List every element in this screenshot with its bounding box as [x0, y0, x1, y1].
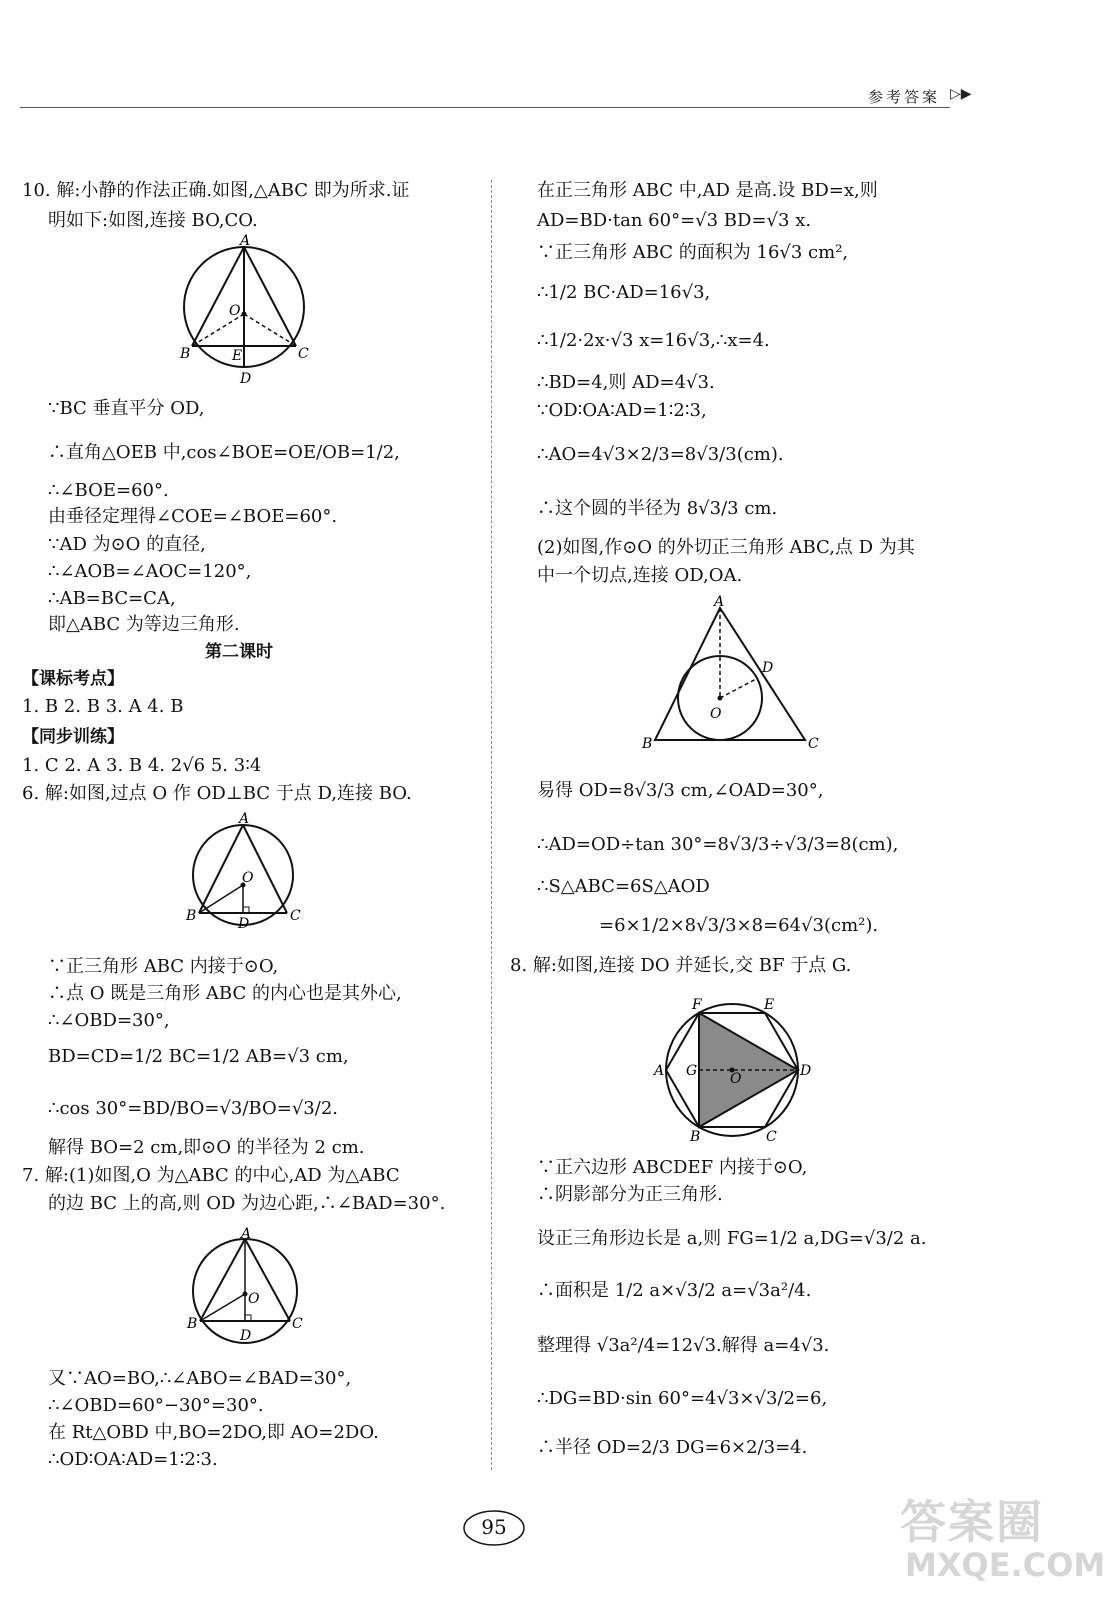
right-line-1: AD=BD·tan 60°=√3 BD=√3 x.	[537, 210, 812, 231]
right-line-7: ∴AO=4√3×2/3=8√3/3(cm).	[537, 444, 784, 465]
fig4-label-D: D	[762, 660, 774, 676]
fig4-label-B: B	[642, 736, 653, 752]
fig2-label-A: A	[239, 811, 250, 827]
left-line-15: ∴∠OBD=30°,	[48, 1010, 170, 1031]
left-line-19: 7. 解:(1)如图,O 为△ABC 的中心,AD 为△ABC	[22, 1165, 400, 1186]
fig1-label-D: D	[240, 371, 252, 387]
left-line-12: 6. 解:如图,过点 O 作 OD⊥BC 于点 D,连接 BO.	[22, 783, 412, 804]
left-line-9: 即△ABC 为等边三角形.	[48, 614, 240, 635]
right-line-21: ∴DG=BD·sin 60°=4√3×√3/2=6,	[537, 1388, 828, 1409]
left-heading-0: 第二课时	[205, 642, 273, 662]
fig3-label-A: A	[241, 1226, 252, 1242]
right-line-18: 设正三角形边长是 a,则 FG=1/2 a,DG=√3/2 a.	[537, 1228, 927, 1249]
left-line-6: ∵AD 为⊙O 的直径,	[48, 534, 206, 555]
right-line-9: (2)如图,作⊙O 的外切正三角形 ABC,点 D 为其	[537, 537, 915, 558]
header-title: 参考答案	[868, 88, 941, 106]
right-line-17: ∴阴影部分为正三角形.	[537, 1184, 723, 1205]
fig5-label-F: F	[692, 997, 702, 1013]
right-line-19: ∴面积是 1/2 a×√3/2 a=√3a²/4.	[537, 1280, 812, 1301]
left-heading-1: 【课标考点】	[22, 669, 124, 689]
right-line-3: ∴1/2 BC·AD=16√3,	[537, 282, 711, 303]
left-line-14: ∴点 O 既是三角形 ABC 的内心也是其外心,	[48, 983, 402, 1004]
fig1-label-E: E	[232, 348, 243, 364]
fig4-label-O: O	[710, 706, 722, 722]
right-line-22: ∴半径 OD=2/3 DG=6×2/3=4.	[537, 1437, 808, 1458]
fig5-label-G: G	[686, 1063, 698, 1079]
fig2-label-B: B	[186, 908, 197, 924]
right-line-4: ∴1/2·2x·√3 x=16√3,∴x=4.	[537, 330, 770, 351]
page-number: 95	[481, 1515, 507, 1539]
fig1-label-A: A	[240, 233, 251, 249]
right-line-5: ∴BD=4,则 AD=4√3.	[537, 372, 715, 393]
fig5-label-A: A	[654, 1063, 665, 1079]
left-line-22: ∴∠OBD=60°−30°=30°.	[48, 1395, 264, 1416]
figure-q8	[652, 995, 822, 1145]
fig1-label-B: B	[180, 346, 191, 362]
right-line-10: 中一个切点,连接 OD,OA.	[537, 565, 743, 586]
fig4-label-A: A	[714, 594, 725, 610]
fig3-label-D: D	[240, 1328, 252, 1344]
right-line-0: 在正三角形 ABC 中,AD 是高.设 BD=x,则	[537, 180, 878, 201]
left-line-5: 由垂径定理得∠COE=∠BOE=60°.	[48, 506, 338, 527]
left-line-18: 解得 BO=2 cm,即⊙O 的半径为 2 cm.	[48, 1137, 365, 1158]
left-line-17: ∴cos 30°=BD/BO=√3/BO=√3/2.	[48, 1098, 338, 1119]
left-line-23: 在 Rt△OBD 中,BO=2DO,即 AO=2DO.	[48, 1422, 379, 1443]
right-line-20: 整理得 √3a²/4=12√3.解得 a=4√3.	[537, 1335, 830, 1356]
fig5-label-C: C	[766, 1129, 777, 1145]
fig2-label-D: D	[238, 916, 250, 932]
arrow-icon: ▷▶	[950, 86, 972, 102]
left-line-13: ∵正三角形 ABC 内接于⊙O,	[48, 956, 279, 977]
fig1-label-O: O	[229, 303, 241, 319]
left-line-10: 1. B 2. B 3. A 4. B	[22, 696, 184, 717]
left-line-16: BD=CD=1/2 BC=1/2 AB=√3 cm,	[48, 1046, 349, 1067]
watermark-cn: 答案圈	[900, 1495, 1044, 1549]
right-line-6: ∵OD∶OA∶AD=1∶2∶3,	[537, 400, 707, 421]
fig3-label-B: B	[187, 1316, 198, 1332]
fig4-label-C: C	[808, 736, 819, 752]
left-line-2: ∵BC 垂直平分 OD,	[48, 398, 205, 419]
left-line-8: ∴AB=BC=CA,	[48, 588, 176, 609]
left-heading-2: 【同步训练】	[22, 727, 124, 747]
right-line-8: ∴这个圆的半径为 8√3/3 cm.	[537, 498, 778, 519]
fig5-label-O: O	[730, 1071, 742, 1087]
fig2-label-C: C	[290, 908, 301, 924]
left-line-20: 的边 BC 上的高,则 OD 为边心距,∴∠BAD=30°.	[48, 1193, 446, 1214]
right-line-15: 8. 解:如图,连接 DO 并延长,交 BF 于点 G.	[510, 955, 852, 976]
right-line-14: =6×1/2×8√3/3×8=64√3(cm²).	[599, 915, 879, 936]
left-line-0: 10. 解:小静的作法正确.如图,△ABC 即为所求.证	[22, 180, 410, 201]
right-line-11: 易得 OD=8√3/3 cm,∠OAD=30°,	[537, 780, 824, 801]
fig5-label-E: E	[764, 997, 775, 1013]
right-line-2: ∵正三角形 ABC 的面积为 16√3 cm²,	[537, 242, 849, 263]
left-line-11: 1. C 2. A 3. B 4. 2√6 5. 3∶4	[22, 755, 262, 776]
fig3-label-O: O	[248, 1291, 260, 1307]
column-divider	[491, 180, 492, 1470]
left-line-7: ∴∠AOB=∠AOC=120°,	[48, 561, 252, 582]
left-line-4: ∴∠BOE=60°.	[48, 480, 169, 501]
right-line-16: ∵正六边形 ABCDEF 内接于⊙O,	[537, 1157, 808, 1178]
figure-q7-2	[640, 594, 830, 752]
watermark-en: MXQE.COM	[905, 1546, 1105, 1584]
fig3-label-C: C	[292, 1316, 303, 1332]
left-line-21: 又∵AO=BO,∴∠ABO=∠BAD=30°,	[48, 1368, 352, 1389]
figure-q7-1	[186, 1226, 316, 1356]
left-line-3: ∴直角△OEB 中,cos∠BOE=OE/OB=1/2,	[48, 442, 400, 463]
left-line-24: ∴OD∶OA∶AD=1∶2∶3.	[48, 1449, 218, 1470]
figure-q6	[186, 811, 316, 940]
right-line-12: ∴AD=OD÷tan 30°=8√3/3÷√3/3=8(cm),	[537, 834, 899, 855]
fig5-label-D: D	[800, 1063, 812, 1079]
header-rule	[20, 107, 950, 108]
fig2-label-O: O	[242, 870, 254, 886]
left-line-1: 明如下:如图,连接 BO,CO.	[48, 210, 258, 231]
figure-q10	[180, 233, 320, 392]
fig5-label-B: B	[690, 1129, 701, 1145]
right-line-13: ∴S△ABC=6S△AOD	[537, 876, 710, 897]
fig1-label-C: C	[298, 346, 309, 362]
